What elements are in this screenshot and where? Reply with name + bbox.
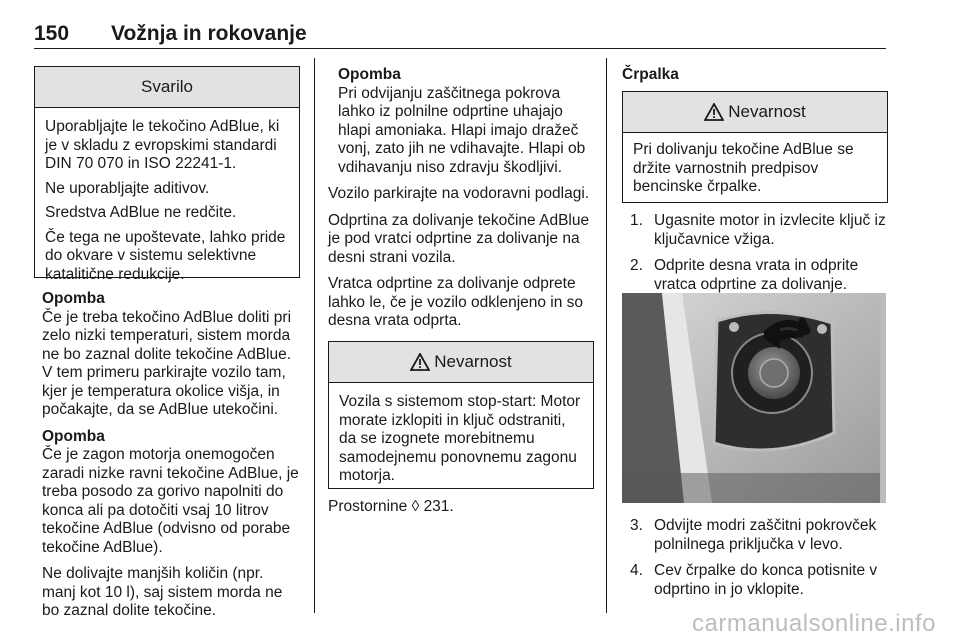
column-divider-2 xyxy=(606,58,607,613)
warning-text: Pri dolivanju tekočine AdBlue se držite varnostnih predpisov bencinske črpalke. xyxy=(633,141,854,195)
adblue-filler-illustration xyxy=(622,293,886,503)
steps-list-b xyxy=(630,517,888,607)
list-item: 1. Ugasnite motor in izvlecite ključ iz ključavnice vžiga. xyxy=(630,212,886,248)
caution-box xyxy=(34,66,300,283)
note-text: Če je treba tekočino AdBlue doliti pri zelo nizki temperaturi, sistem morda ne bo zaznal dolite tekočine AdBlue. V tem primeru parkirajte vozilo tam, kjer je temperatura okolice višja, in počakajte, da se AdBlue utekočini. xyxy=(42,308,292,418)
warning-box-header xyxy=(623,92,887,133)
caution-paragraph: Sredstva AdBlue ne redčite. xyxy=(45,204,237,221)
warning-box-title: Nevarnost xyxy=(728,102,806,121)
note-title: Opomba xyxy=(42,427,105,445)
list-item: 2. Odprite desna vrata in odprite vratca odprtine za dolivanje. xyxy=(630,257,859,293)
warning-box-title: Nevarnost xyxy=(434,352,512,371)
warning-box-header xyxy=(329,342,593,383)
caution-paragraph: Če tega ne upoštevate, lahko pride do okvare v sistemu selektivne katalitične redukcije. xyxy=(45,228,286,283)
warning-text: Vozila s sistemom stop-start: Motor morate izklopiti in ključ odstraniti, da se izognete morebitnemu samodejnemu ponovnemu zagonu motorja. xyxy=(339,393,581,484)
cross-ref-page[interactable]: 231. xyxy=(423,498,454,515)
caution-box-title: Svarilo xyxy=(35,67,299,108)
list-item: 3. Odvijte modri zaščitni pokrovček polnilnega priključka v levo. xyxy=(630,517,877,553)
note-title: Opomba xyxy=(42,290,105,307)
header-rule xyxy=(34,48,886,49)
middle-text xyxy=(328,66,592,339)
warning-triangle-icon xyxy=(704,103,724,121)
watermark: carmanualsonline.info xyxy=(692,610,936,637)
section-heading: Črpalka xyxy=(622,66,679,83)
note-text: Pri odvijanju zaščitnega pokrova lahko iz polnilne odprtine uhajajo hlapi amoniaka. Hlapi imajo dražeč vonj, zato jih ne vdihavajte. Hlapi ob vdihavanju niso zdravju škodljivi. xyxy=(338,84,586,176)
caution-paragraph: Uporabljajte le tekočino AdBlue, ki je v skladu z evropskimi standardi DIN 70 070 in ISO 22241-1. xyxy=(45,118,280,172)
body-paragraph: Vratca odprtine za dolivanje odprete lahko le, če je vozilo odklenjeno in so desna vrata odprta. xyxy=(328,275,584,329)
list-item: 4. Cev črpalke do konca potisnite v odprtino in jo vklopite. xyxy=(630,562,878,598)
steps-list-a xyxy=(630,212,888,302)
left-notes xyxy=(42,290,300,629)
fuel-flap-photo xyxy=(622,293,886,503)
note-title: Opomba xyxy=(338,66,401,83)
body-paragraph: Ne dolivajte manjših količin (npr. manj kot 10 l), saj sistem morda ne bo zaznal dolite tekočine. xyxy=(42,565,283,619)
page-number: 150 xyxy=(34,22,70,45)
warning-triangle-icon xyxy=(410,353,430,371)
body-paragraph: Odprtina za dolivanje tekočine AdBlue je pod vratci odprtine za dolivanje na desni strani vozila. xyxy=(328,211,590,266)
warning-box-right xyxy=(622,91,888,203)
note-text: Če je zagon motorja onemogočen zaradi nizke ravni tekočine AdBlue, je treba posodo za gorivo napolniti do konca ali pa dotočiti vsaj 10 litrov tekočine AdBlue (odvisno od porabe tekočine AdBlue). xyxy=(42,446,299,556)
cross-reference xyxy=(328,498,592,525)
body-paragraph: Vozilo parkirajte na vodoravni podlagi. xyxy=(328,185,590,202)
cross-ref-text: Prostornine xyxy=(328,498,408,515)
right-heading-block xyxy=(622,66,886,93)
caution-paragraph: Ne uporabljajte aditivov. xyxy=(45,179,210,197)
page-ref-icon: ◊ xyxy=(411,498,420,515)
warning-box-middle xyxy=(328,341,594,489)
column-divider-1 xyxy=(314,58,315,613)
running-title: Vožnja in rokovanje xyxy=(111,22,307,45)
